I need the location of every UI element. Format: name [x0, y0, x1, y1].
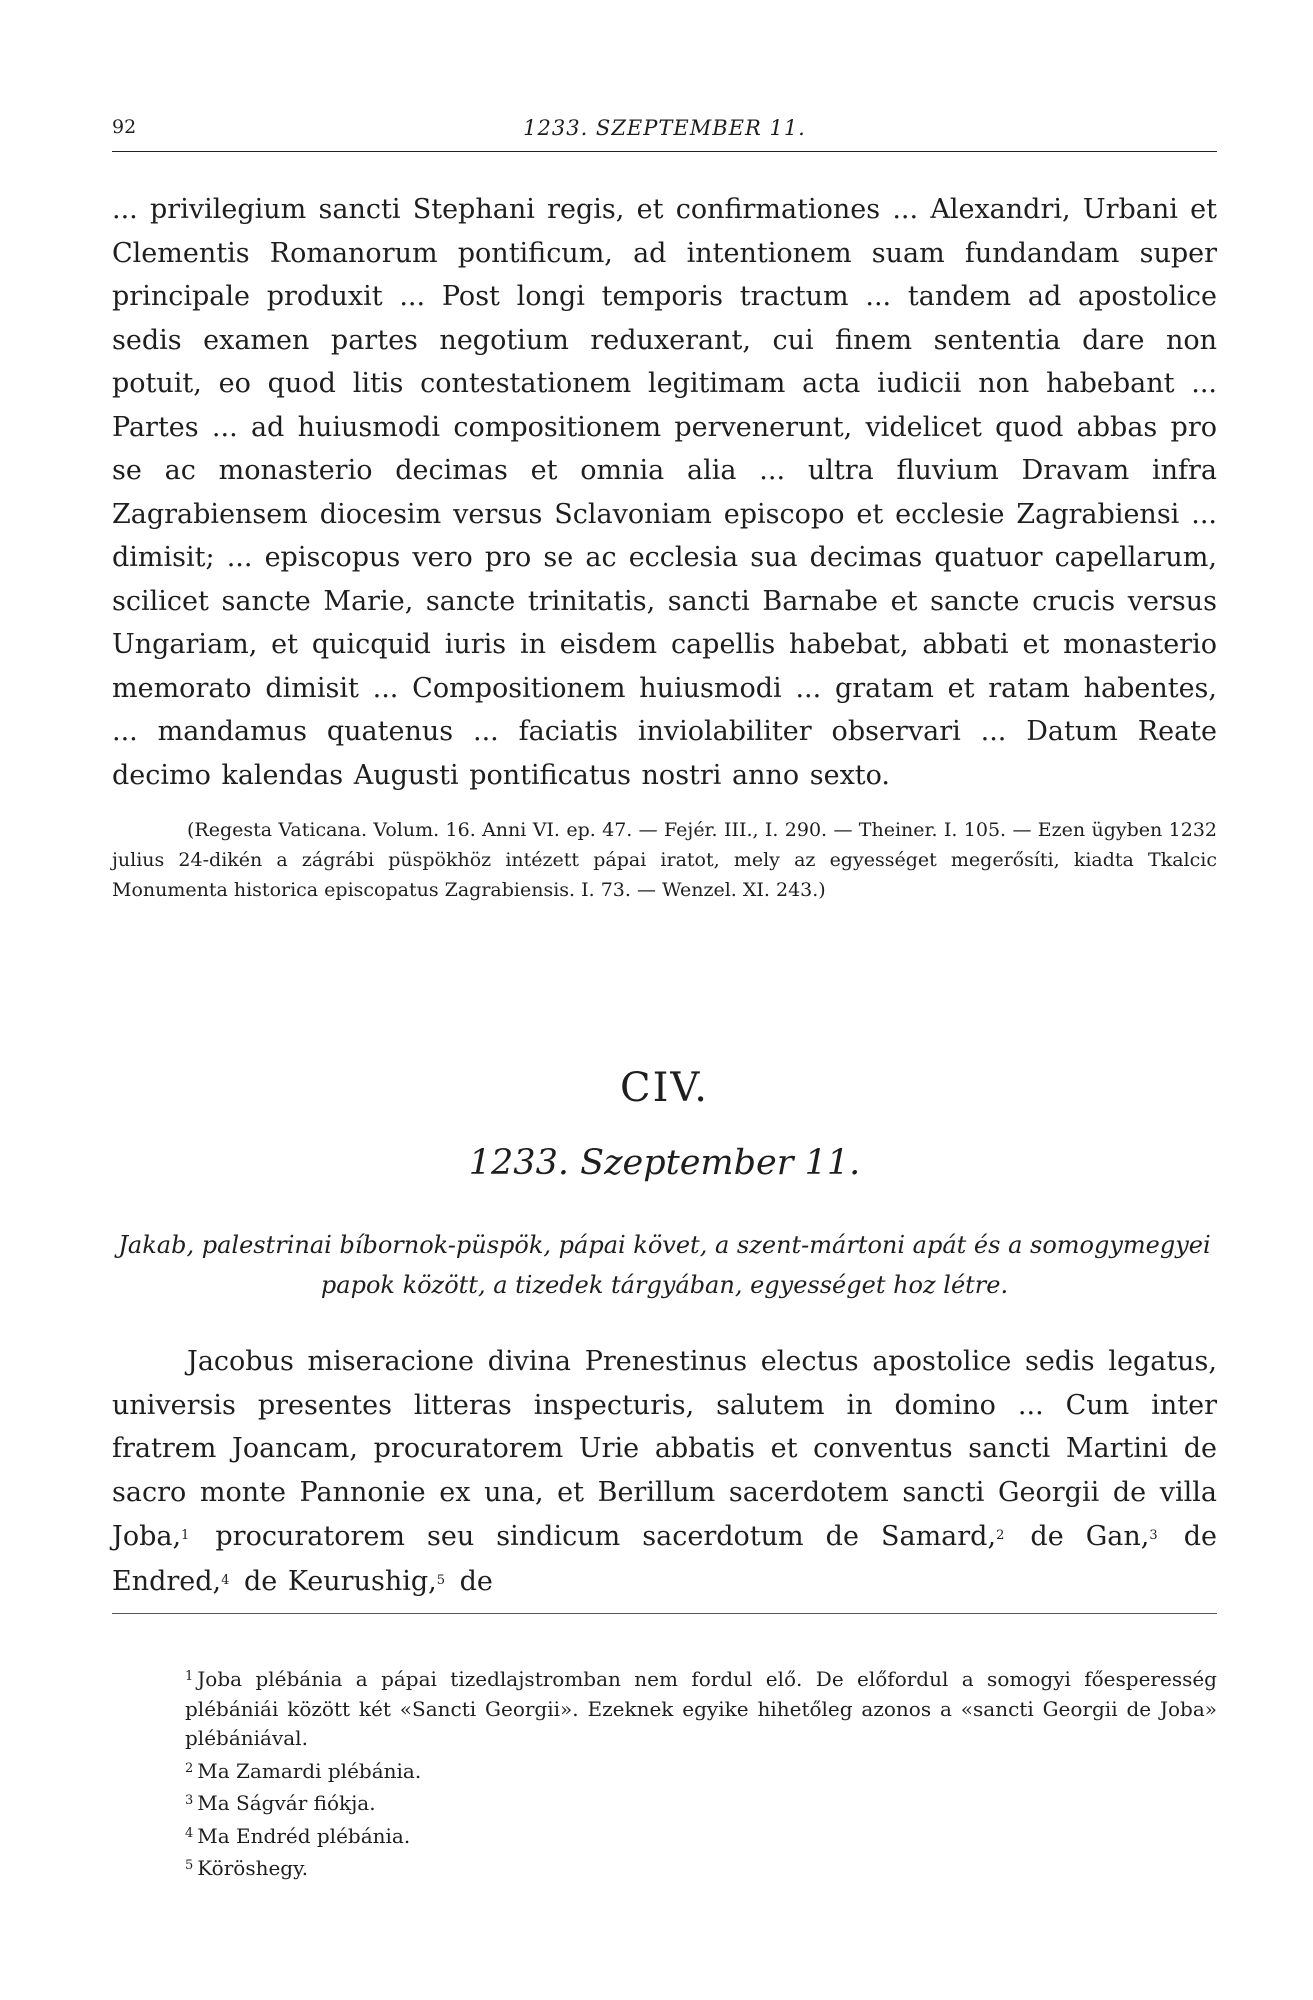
footnote-2	[112, 1754, 1217, 1787]
text-segment: de	[459, 1565, 493, 1597]
footnote-mark: 3	[185, 1793, 194, 1808]
footnote-mark: 4	[185, 1825, 194, 1841]
document-text	[112, 1340, 1217, 1603]
continuation-paragraph: ... privilegium sancti Stephani regis, et confirmationes ... Alexandri, Urbani et Clementis Romanorum pontificum, ad intentionem suam fundandam super principale produxit ... Post longi temporis tractum ... tandem ad apostolice sedis examen partes negotium reduxerant, cui finem sententia dare non potuit, eo quod litis contestationem legitimam acta iudicii non habebant ... Partes ... ad huiusmodi compositionem pervenerunt, videlicet quod abbas pro se ac monasterio decimas et omnia alia ... ultra fluvium Dravam infra Zagrabiensem diocesim versus Sclavoniam episcopo et ecclesie Zagrabiensi ... dimisit; ... episcopus vero pro se ac ecclesia sua decimas quatuor capellarum, scilicet sancte Marie, sancte trinitatis, sancti Barnabe et sancte crucis versus Ungariam, et quicquid iuris in eisdem capellis habebat, abbati et monasterio memorato dimisit ... Compositionem huiusmodi ... gratam et ratam habentes, ... mandamus quatenus ... faciatis inviolabiliter observari ... Datum Reate decimo kalendas Augusti pontificatus nostri anno sexto.	[112, 194, 1217, 791]
source-note-text: (Regesta Vaticana. Volum. 16. Anni VI. ep. 47. — Fejér. III., I. 290. — Theiner. I. 105. — Ezen ügyben 1232 julius 24-dikén a zágrábi püspökhöz intézett pápai iratot, mely az egyességet megerősíti, kiadta Tkalcic Monumenta historica episcopatus Zagrabiensis. I. 73. — Wenzel. XI. 243.)	[112, 819, 1217, 901]
footnote-4	[112, 1819, 1217, 1852]
footnote-text: Ma Ságvár fiókja.	[197, 1791, 376, 1815]
footnote-ref-1[interactable]: 1	[181, 1528, 190, 1543]
document-number: CIV.	[619, 1065, 709, 1111]
footnote-text: Ma Endréd plébánia.	[197, 1823, 411, 1848]
text-segment: de Gan,	[1030, 1521, 1150, 1552]
footnote-1	[112, 1662, 1217, 1754]
text-segment: de Endred,	[112, 1521, 1217, 1597]
document-date: 1233. Szeptember 11.	[468, 1143, 861, 1183]
text-segment: de Keurushig,	[244, 1565, 437, 1597]
footnote-mark: 1	[185, 1669, 194, 1684]
footnote-divider	[112, 1613, 1217, 1614]
document-summary: Jakab, palestrinai bíbornok-püspök, pápai követ, a szent-mártoni apát és a somogymegyei papok között, a tizedek tárgyában, egyességet hoz létre.	[118, 1231, 1211, 1299]
footnote-3	[112, 1786, 1217, 1819]
footnote-ref-2[interactable]: 2	[996, 1528, 1005, 1543]
page-number: 92	[112, 116, 137, 138]
footnote-ref-5[interactable]: 5	[436, 1572, 445, 1588]
footnote-text: Köröshegy.	[197, 1856, 309, 1880]
footnotes	[112, 1662, 1217, 1884]
footnote-mark: 2	[185, 1760, 194, 1776]
header-rule	[112, 151, 1217, 152]
footnote-ref-3[interactable]: 3	[1149, 1528, 1158, 1543]
text-segment: procuratorem seu sindicum sacerdotum de Samard,	[215, 1521, 997, 1552]
source-note	[112, 815, 1217, 905]
footnote-mark: 5	[185, 1858, 194, 1873]
running-head: 1233. SZEPTEMBER 11.	[523, 116, 806, 140]
text-segment: Jacobus miseracione divina Prenestinus electus apostolice sedis legatus, universis presentes litteras inspecturis, salutem in domino ... Cum inter fratrem Joancam, procuratorem Urie abbatis et conventus sancti Martini de sacro monte Pannonie ex una, et Berillum sacerdotem sancti Georgii de villa Joba,	[112, 1346, 1217, 1552]
footnote-ref-4[interactable]: 4	[221, 1572, 230, 1588]
page-header	[112, 116, 1217, 156]
footnote-text: Joba plébánia a pápai tizedlajstromban nem fordul elő. De előfordul a somogyi főesperesség plébániái között két «Sancti Georgii». Ezeknek egyike hihetőleg azonos a «sancti Georgii de Joba» plébániával.	[185, 1667, 1217, 1750]
footnote-text: Ma Zamardi plébánia.	[197, 1758, 422, 1783]
footnote-5	[112, 1851, 1217, 1884]
